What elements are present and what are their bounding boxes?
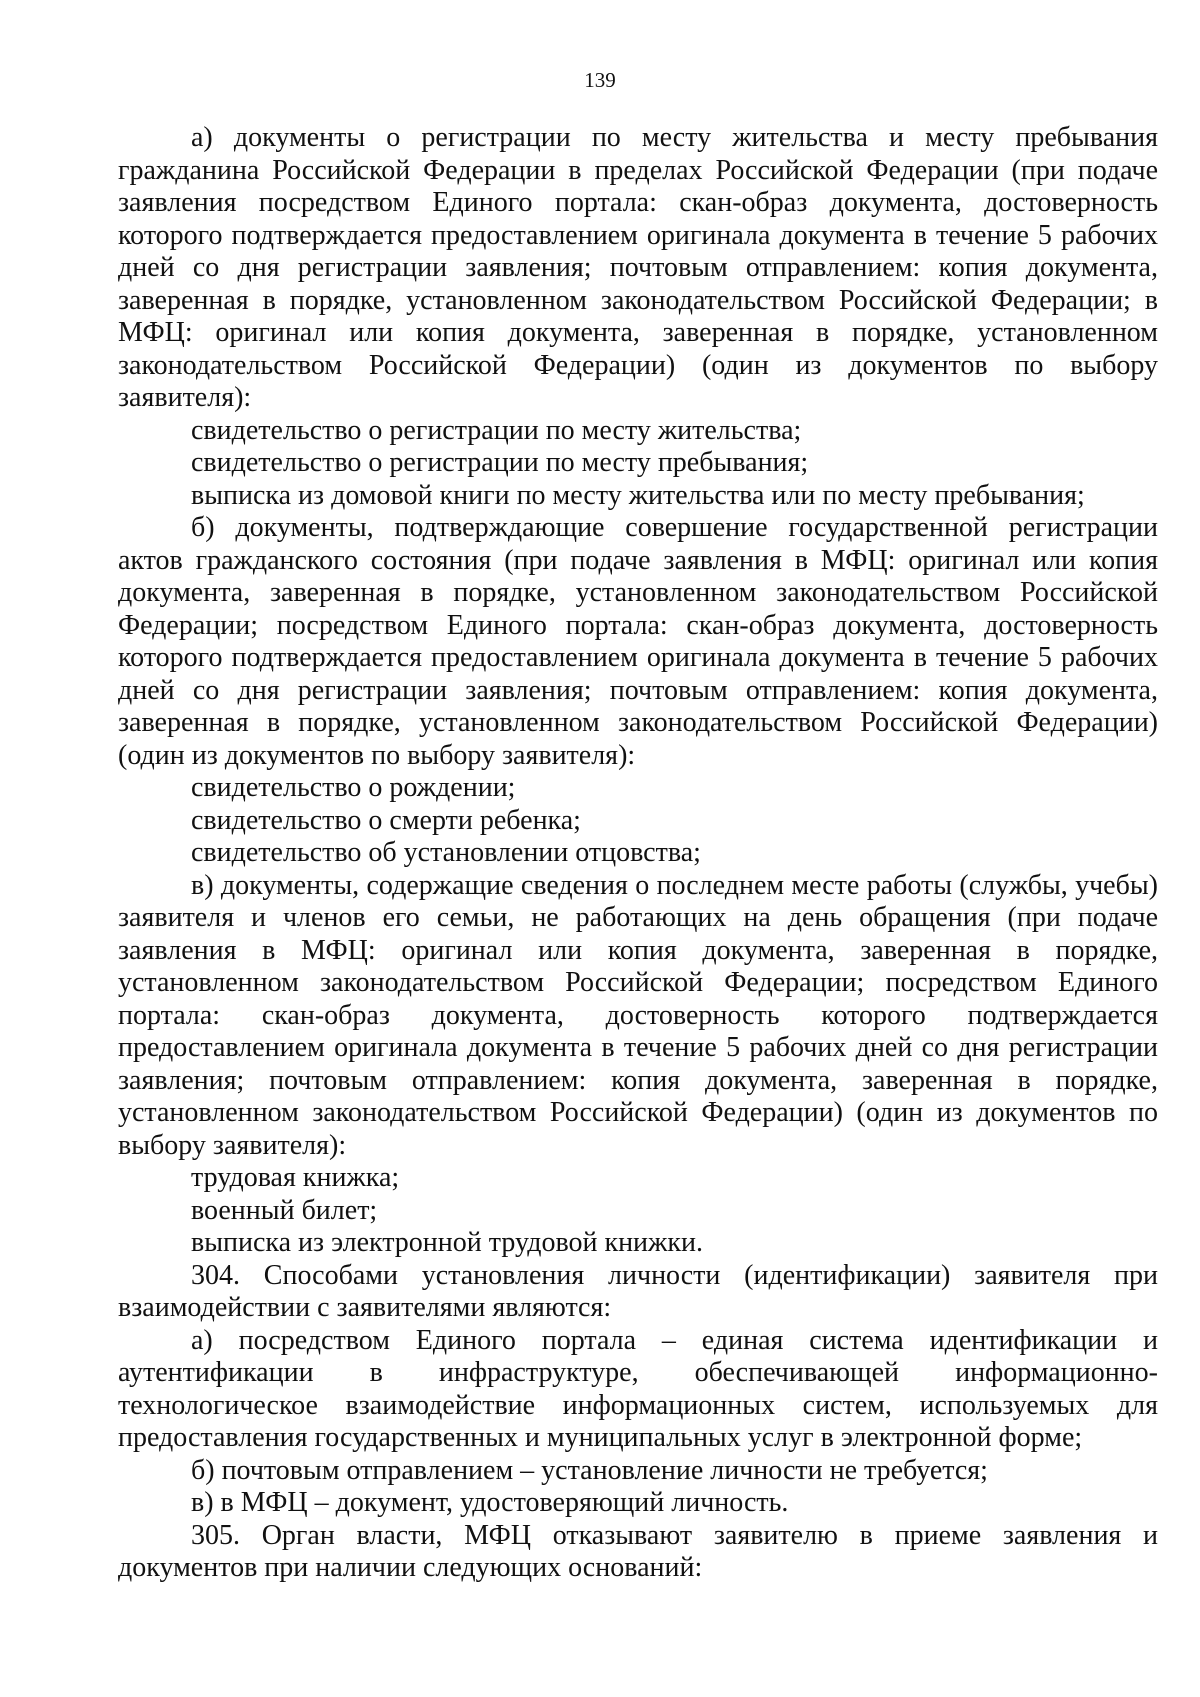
section-304-paragraph: 304. Способами установления личности (идентификации) заявителя при взаимодействии с заявителями являются: xyxy=(118,1259,1158,1323)
list-item: свидетельство о смерти ребенка; xyxy=(191,804,581,836)
paragraph-v-workplace-documents: в) документы, содержащие сведения о последнем месте работы (службы, учебы) заявителя и членов его семьи, не работающих на день обращения (при подаче заявления в МФЦ: оригинал или копия документа, заверенная в порядке, установленном законодательством Российской Федерации; посредством Единого портала: скан-образ документа, достоверность которого подтверждается предоставлением оригинала документа в течение 5 рабочих дней со дня регистрации заявления; почтовым отправлением: копия документа, заверенная в порядке, установленном законодательством Российской Федерации) (один из документов по выбору заявителя): xyxy=(118,869,1158,1161)
list-item: свидетельство о регистрации по месту пребывания; xyxy=(191,447,809,478)
section-305-paragraph: 305. Орган власти, МФЦ отказывают заявителю в приеме заявления и документов при наличии следующих оснований: xyxy=(118,1519,1158,1583)
document-body xyxy=(118,122,1158,1585)
list-item: свидетельство о рождении; xyxy=(191,772,516,803)
paragraph-a-registration-documents: а) документы о регистрации по месту жительства и месту пребывания гражданина Российской Федерации в пределах Российской Федерации (при подаче заявления посредством Единого портала: скан-образ документа, достоверность которого подтверждается предоставлением оригинала документа в течение 5 рабочих дней со дня регистрации заявления; почтовым отправлением: копия документа, заверенная в порядке, установленном законодательством Российской Федерации; в МФЦ: оригинал или копия документа, заверенная в порядке, установленном законодательством Российской Федерации) (один из документов по выбору заявителя): xyxy=(118,122,1158,413)
section-304-item-b: б) почтовым отправлением – установление личности не требуется; xyxy=(191,1454,988,1486)
list-item: свидетельство об установлении отцовства; xyxy=(191,837,701,868)
list-item: свидетельство о регистрации по месту жительства; xyxy=(191,414,802,446)
list-item: трудовая книжка; xyxy=(191,1162,400,1193)
section-304-item-a: а) посредством Единого портала – единая система идентификации и аутентификации в инфраструктуре, обеспечивающей информационно-технологическое взаимодействие информационных систем, используемых для предоставления государственных и муниципальных услуг в электронной форме; xyxy=(118,1324,1158,1453)
list-item: военный билет; xyxy=(191,1194,378,1226)
paragraph-b-civil-status-documents: б) документы, подтверждающие совершение государственной регистрации актов гражданского состояния (при подаче заявления в МФЦ: оригинал или копия документа, заверенная в порядке, установленном законодательством Российской Федерации; посредством Единого портала: скан-образ документа, достоверность которого подтверждается предоставлением оригинала документа в течение 5 рабочих дней со дня регистрации заявления; почтовым отправлением: копия документа, заверенная в порядке, установленном законодательством Российской Федерации) (один из документов по выбору заявителя): xyxy=(118,512,1158,771)
section-304-item-v: в) в МФЦ – документ, удостоверяющий личность. xyxy=(191,1487,789,1518)
list-item: выписка из домовой книги по месту жительства или по месту пребывания; xyxy=(191,479,1085,511)
page-number: 139 xyxy=(584,68,616,92)
list-item: выписка из электронной трудовой книжки. xyxy=(191,1227,703,1258)
